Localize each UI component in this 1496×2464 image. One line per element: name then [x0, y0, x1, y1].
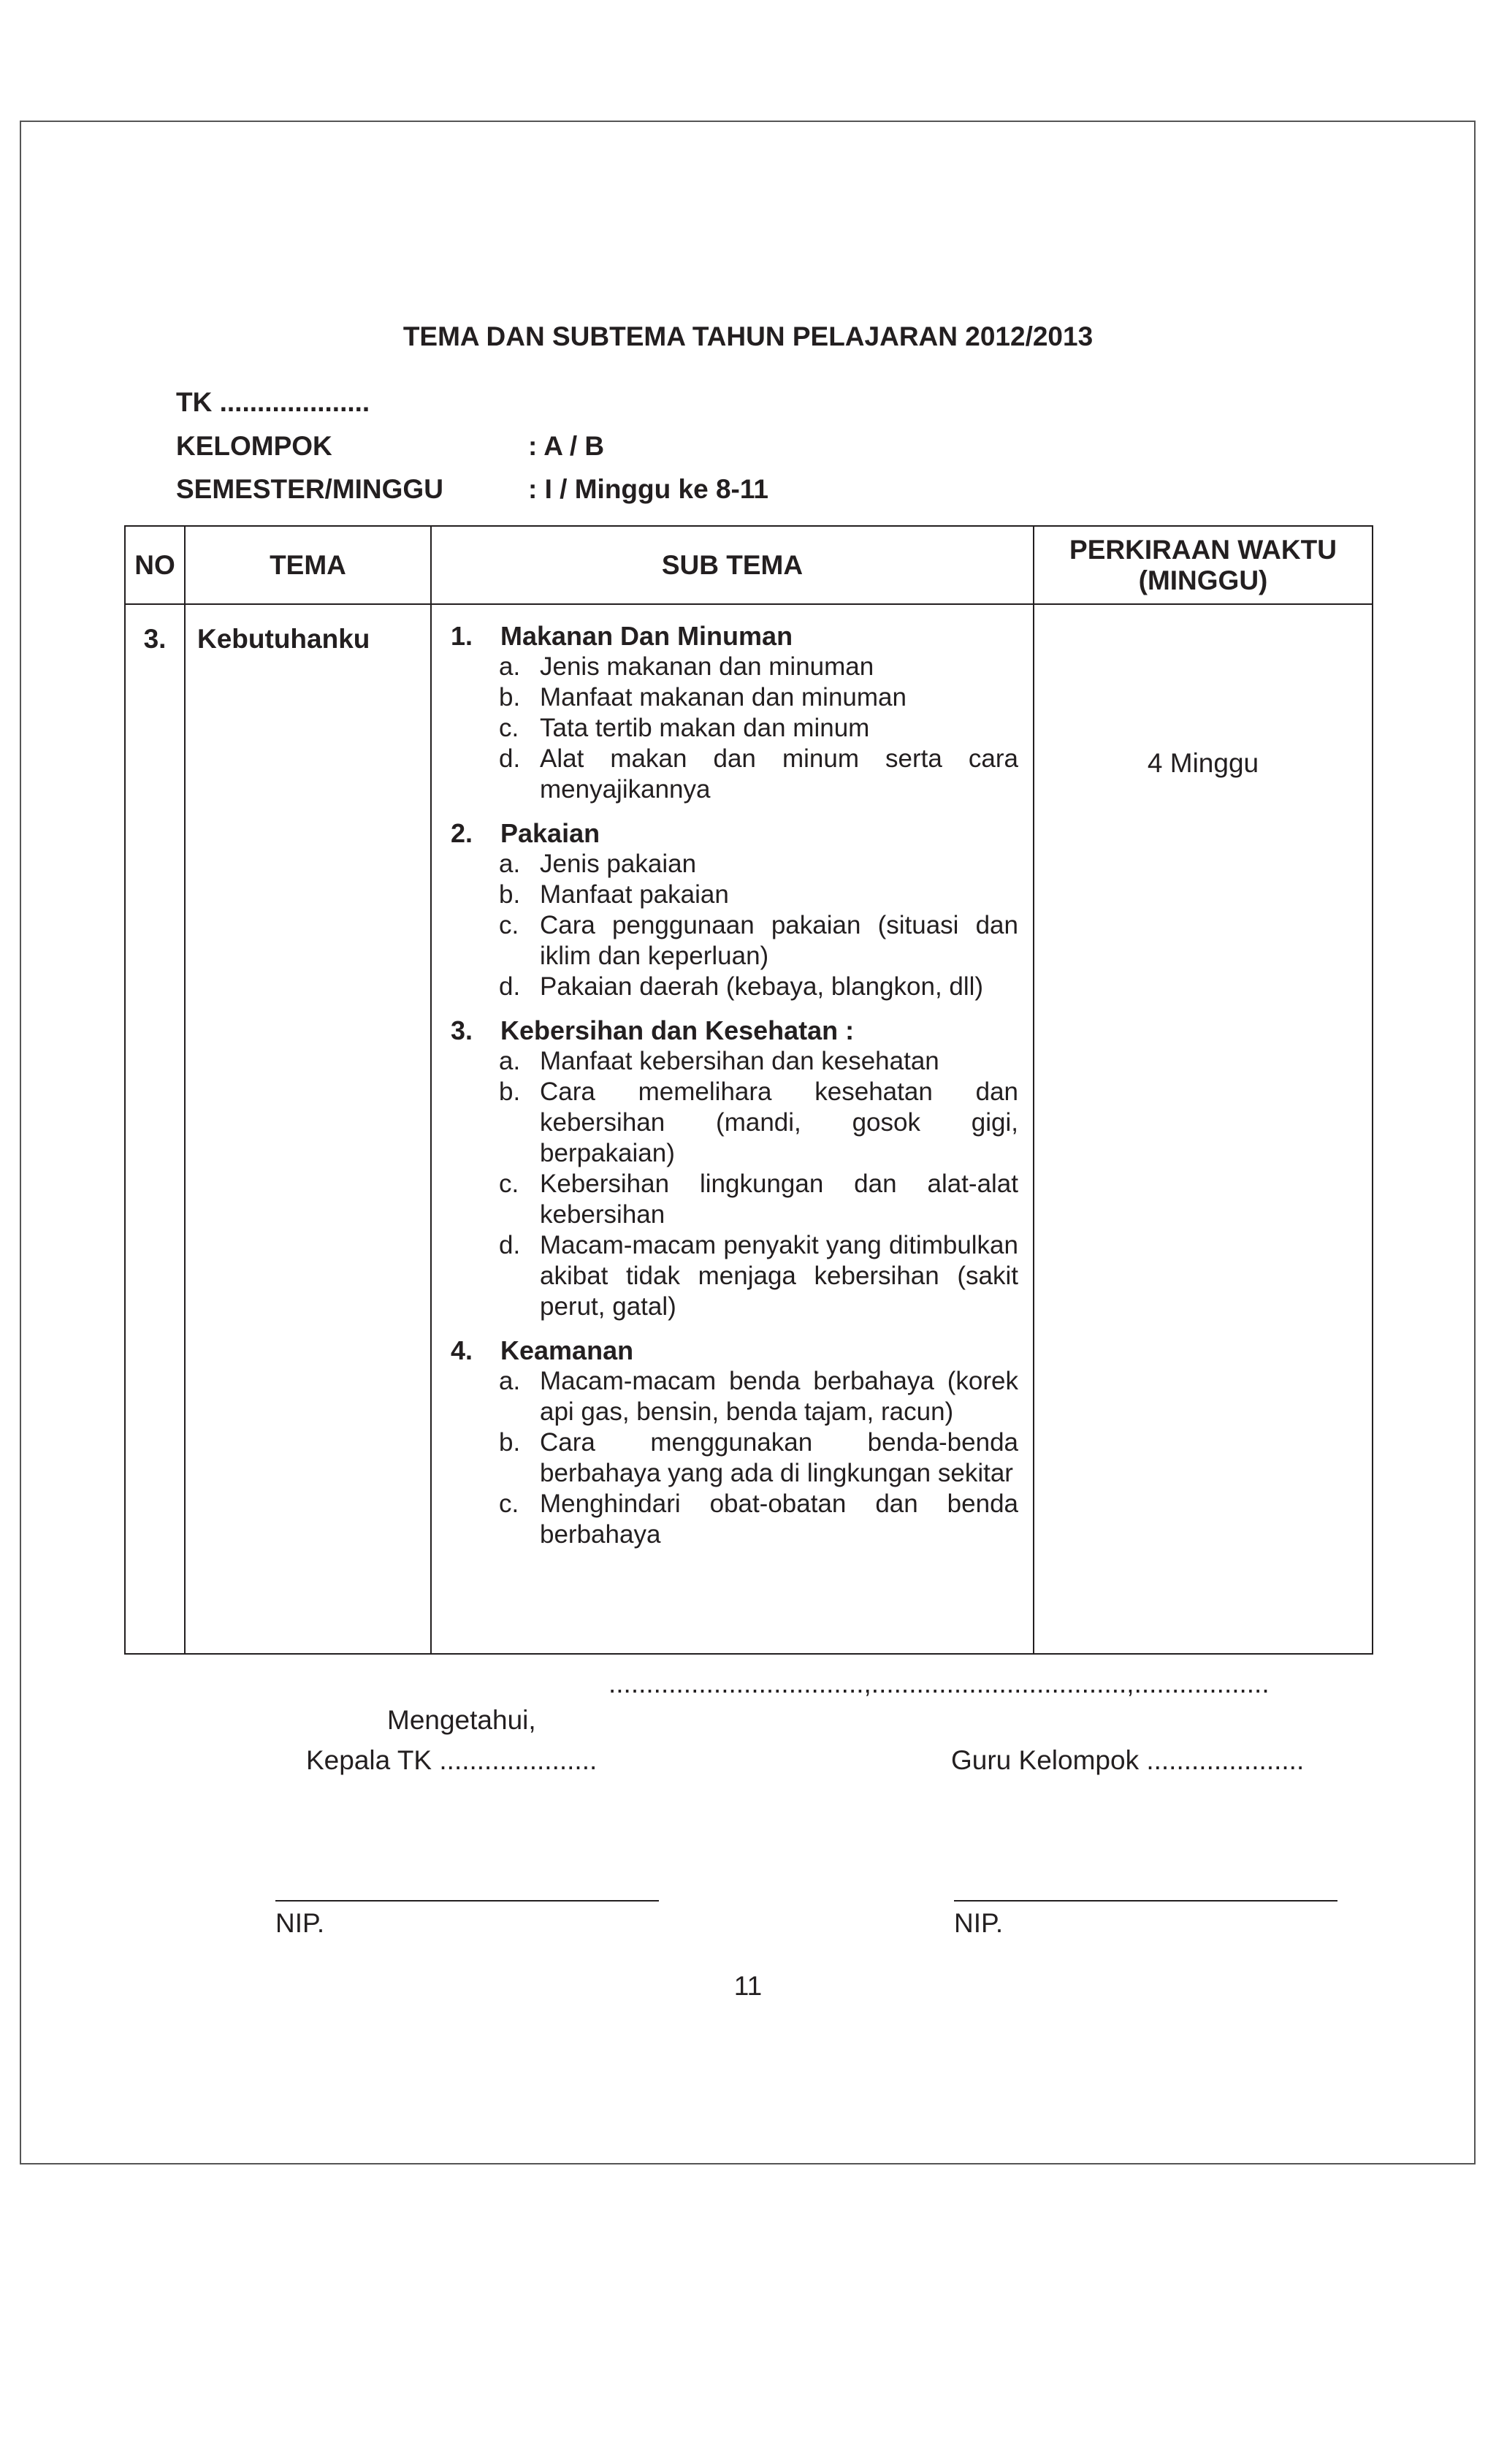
- header-sub-tema: SUB TEMA: [431, 526, 1034, 604]
- subtheme-number: 3.: [451, 1015, 473, 1045]
- item-text: Menghindari obat-obatan dan benda berbahaya: [540, 1490, 1018, 1549]
- cell-sub-tema: [431, 604, 1034, 1654]
- list-item: [451, 1489, 1018, 1550]
- nip-left-label: NIP.: [275, 1908, 325, 1938]
- list-item: [451, 682, 1018, 713]
- subtheme-heading: [451, 621, 1018, 652]
- list-item: [451, 849, 1018, 880]
- item-letter: c.: [499, 1490, 519, 1518]
- item-text: Cara penggunaan pakaian (situasi dan iklim dan keperluan): [540, 911, 1018, 970]
- item-letter: d.: [499, 1231, 521, 1259]
- subtheme-number: 4.: [451, 1335, 473, 1365]
- list-item: [451, 880, 1018, 910]
- subtheme-number: 1.: [451, 621, 473, 651]
- item-text: Cara memelihara kesehatan dan kebersihan (mandi, gosok gigi, berpakaian): [540, 1077, 1018, 1167]
- semester-value: : I / Minggu ke 8-11: [528, 474, 768, 504]
- subtheme-title: Keamanan: [500, 1335, 634, 1365]
- list-item: [451, 1077, 1018, 1169]
- item-text: Jenis makanan dan minuman: [540, 652, 874, 681]
- page-number: 11: [733, 1971, 763, 2001]
- header-waktu-line1: PERKIRAAN WAKTU: [1069, 534, 1337, 565]
- item-text: Cara menggunakan benda-benda berbahaya yang ada di lingkungan sekitar: [540, 1428, 1018, 1487]
- item-letter: b.: [499, 683, 521, 712]
- item-text: Kebersihan lingkungan dan alat-alat kebersihan: [540, 1170, 1018, 1229]
- list-item: [451, 744, 1018, 805]
- theme-table: [124, 525, 1373, 1655]
- list-item: [451, 972, 1018, 1002]
- table-header-row: [125, 526, 1373, 604]
- item-letter: a.: [499, 652, 521, 681]
- subtheme-title: Kebersihan dan Kesehatan :: [500, 1015, 855, 1045]
- header-waktu-line2: (MINGGU): [1138, 565, 1268, 595]
- item-letter: a.: [499, 1047, 521, 1075]
- cell-no: 3.: [125, 604, 185, 1654]
- subtheme-group: [451, 621, 1018, 805]
- list-item: [451, 1427, 1018, 1489]
- subtheme-title: Makanan Dan Minuman: [500, 621, 793, 651]
- kelompok-value: : A / B: [528, 431, 605, 461]
- item-letter: c.: [499, 1170, 519, 1198]
- list-item: [451, 1230, 1018, 1322]
- page-title: TEMA DAN SUBTEMA TAHUN PELAJARAN 2012/2013: [402, 321, 1094, 351]
- item-letter: b.: [499, 1428, 521, 1457]
- cell-tema: Kebutuhanku: [185, 604, 431, 1654]
- item-text: Manfaat makanan dan minuman: [540, 683, 907, 712]
- header-tema: TEMA: [185, 526, 431, 604]
- guru-kelompok-label: Guru Kelompok .....................: [951, 1745, 1305, 1775]
- item-letter: a.: [499, 850, 521, 878]
- signature-line-left: [275, 1900, 659, 1902]
- tk-label: TK ....................: [176, 387, 370, 417]
- item-letter: b.: [499, 1077, 521, 1106]
- item-text: Manfaat pakaian: [540, 880, 729, 909]
- item-letter: a.: [499, 1367, 521, 1395]
- subtheme-group: [451, 1335, 1018, 1550]
- list-item: [451, 1366, 1018, 1427]
- cell-perkiraan-waktu: 4 Minggu: [1034, 604, 1373, 1654]
- subtheme-group: [451, 1015, 1018, 1322]
- item-text: Jenis pakaian: [540, 850, 697, 878]
- item-letter: b.: [499, 880, 521, 909]
- item-text: Macam-macam benda berbahaya (korek api gas, bensin, benda tajam, racun): [540, 1367, 1018, 1426]
- item-letter: c.: [499, 714, 519, 742]
- header-perkiraan-waktu: [1034, 526, 1373, 604]
- item-letter: c.: [499, 911, 519, 939]
- list-item: [451, 1046, 1018, 1077]
- header-no: NO: [125, 526, 185, 604]
- list-item: [451, 1169, 1018, 1230]
- subtheme-heading: [451, 1335, 1018, 1366]
- signature-line-right: [954, 1900, 1337, 1902]
- kelompok-label: KELOMPOK: [176, 431, 332, 461]
- list-item: [451, 652, 1018, 682]
- subtheme-heading: [451, 1015, 1018, 1046]
- item-text: Alat makan dan minum serta cara menyajikannya: [540, 744, 1018, 804]
- item-letter: d.: [499, 744, 521, 773]
- item-letter: d.: [499, 972, 521, 1001]
- item-text: Tata tertib makan dan minum: [540, 714, 870, 742]
- subtheme-group: [451, 818, 1018, 1002]
- subtheme-heading: [451, 818, 1018, 849]
- list-item: [451, 910, 1018, 972]
- subtheme-number: 2.: [451, 818, 473, 848]
- item-text: Macam-macam penyakit yang ditimbulkan akibat tidak menjaga kebersihan (sakit perut, gatal): [540, 1231, 1018, 1321]
- list-item: [451, 713, 1018, 744]
- item-text: Manfaat kebersihan dan kesehatan: [540, 1047, 939, 1075]
- mengetahui-label: Mengetahui,: [387, 1705, 536, 1735]
- kepala-tk-label: Kepala TK .....................: [306, 1745, 598, 1775]
- subtheme-title: Pakaian: [500, 818, 600, 848]
- semester-label: SEMESTER/MINGGU: [176, 474, 443, 504]
- table-row: [125, 604, 1373, 1654]
- place-date-line: ..................................,..................................,..................: [608, 1668, 1270, 1698]
- item-text: Pakaian daerah (kebaya, blangkon, dll): [540, 972, 984, 1001]
- nip-right-label: NIP.: [954, 1908, 1004, 1938]
